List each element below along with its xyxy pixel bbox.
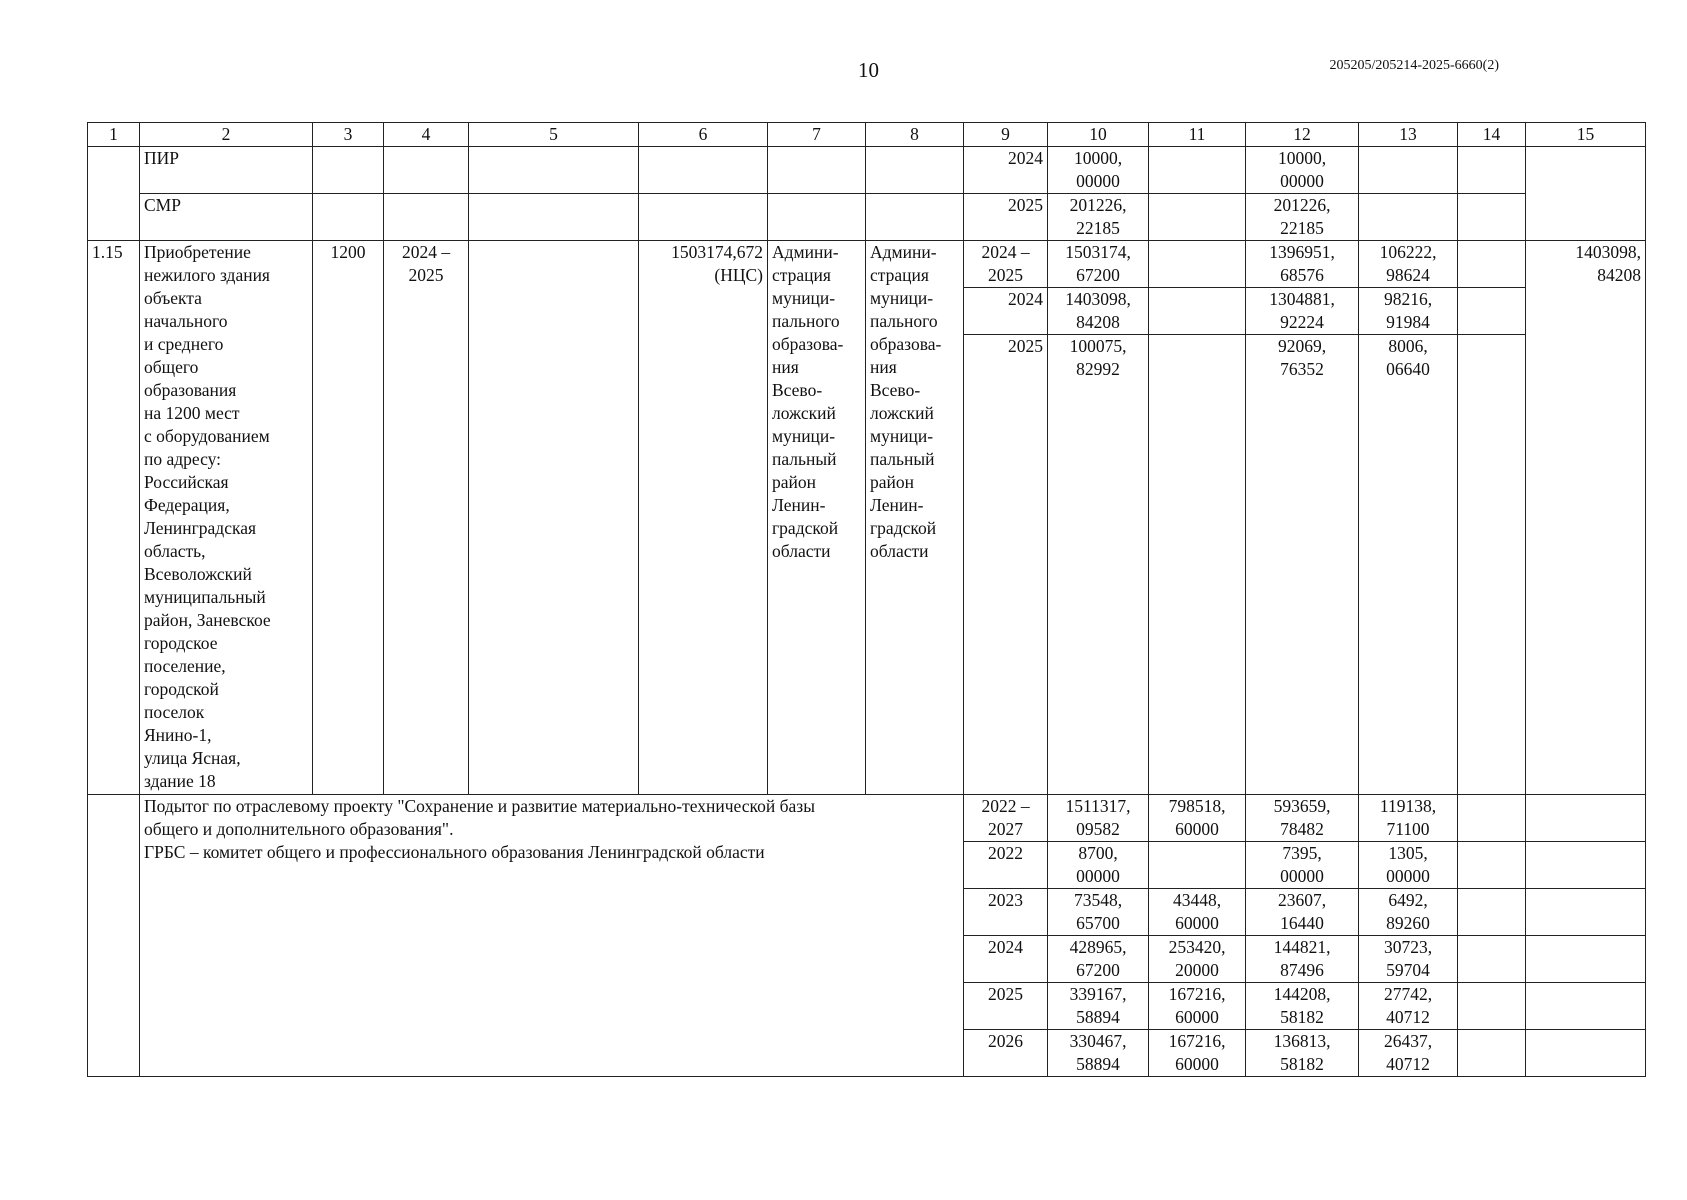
table-row <box>88 147 1646 194</box>
empty-cell <box>88 147 140 241</box>
amount-cell: 253420, 20000 <box>1149 936 1246 983</box>
empty-cell <box>1458 936 1526 983</box>
amount-cell: 23607, 16440 <box>1246 889 1359 936</box>
amount-cell: 1511317, 09582 <box>1048 795 1149 842</box>
customer-cell: Админи- страция муници- пального образова- ния Всево- ложский муници- пальный район Ленин- градской области <box>768 241 866 795</box>
subtotal-description <box>140 795 964 1077</box>
amount-cell: 73548, 65700 <box>1048 889 1149 936</box>
amount-cell: 136813, 58182 <box>1246 1030 1359 1077</box>
amount-cell: 98216, 91984 <box>1359 288 1458 335</box>
amount-cell: 330467, 58894 <box>1048 1030 1149 1077</box>
amount-cell: 593659, 78482 <box>1246 795 1359 842</box>
amount-cell: 201226, 22185 <box>1246 194 1359 241</box>
column-number: 15 <box>1526 123 1646 147</box>
empty-cell <box>1526 795 1646 842</box>
amount-cell: 1305, 00000 <box>1359 842 1458 889</box>
empty-cell <box>1458 335 1526 795</box>
column-number: 12 <box>1246 123 1359 147</box>
amount-cell: 1403098, 84208 <box>1526 241 1646 795</box>
empty-cell <box>1458 288 1526 335</box>
empty-cell <box>1149 194 1246 241</box>
empty-cell <box>313 194 384 241</box>
amount-cell: 339167, 58894 <box>1048 983 1149 1030</box>
amount-cell: 106222, 98624 <box>1359 241 1458 288</box>
empty-cell <box>1526 147 1646 241</box>
empty-cell <box>866 147 964 194</box>
amount-cell: 167216, 60000 <box>1149 983 1246 1030</box>
capacity-cell: 1200 <box>313 241 384 795</box>
year-cell: 2024 <box>964 288 1048 335</box>
item-number: 1.15 <box>88 241 140 795</box>
amount-cell: 798518, 60000 <box>1149 795 1246 842</box>
year-cell: 2024 <box>964 936 1048 983</box>
amount-cell: 92069, 76352 <box>1246 335 1359 795</box>
amount-cell: 144821, 87496 <box>1246 936 1359 983</box>
table-row <box>88 194 1646 241</box>
amount-cell <box>1149 842 1246 889</box>
table-row <box>88 795 1646 842</box>
amount-cell: 27742, 40712 <box>1359 983 1458 1030</box>
amount-cell: 428965, 67200 <box>1048 936 1149 983</box>
empty-cell <box>469 147 639 194</box>
column-number: 5 <box>469 123 639 147</box>
empty-cell <box>1526 1030 1646 1077</box>
empty-cell <box>768 147 866 194</box>
empty-cell <box>1526 842 1646 889</box>
empty-cell <box>88 795 140 1077</box>
empty-cell <box>1458 842 1526 889</box>
amount-cell: 10000, 00000 <box>1048 147 1149 194</box>
amount-cell: 1503174, 67200 <box>1048 241 1149 288</box>
empty-cell <box>1359 147 1458 194</box>
column-number: 10 <box>1048 123 1149 147</box>
empty-cell <box>639 194 768 241</box>
amount-cell: 6492, 89260 <box>1359 889 1458 936</box>
year-cell: 2024 <box>964 147 1048 194</box>
grbs-text: ГРБС – комитет общего и профессионального образования Ленинградской области <box>144 842 765 862</box>
empty-cell <box>469 241 639 795</box>
amount-cell: 7395, 00000 <box>1246 842 1359 889</box>
stage-label: ПИР <box>140 147 313 194</box>
developer-cell: Админи- страция муници- пального образова- ния Всево- ложский муници- пальный район Ленин- градской области <box>866 241 964 795</box>
object-name: Приобретение нежилого здания объекта начального и среднего общего образования на 1200 мест с оборудованием по адресу: Российская Федерация, Ленинградская область, Всеволожский муниципальный район, Заневское городское поселение, городской поселок Янино-1, улица Ясная, здание 18 <box>140 241 313 795</box>
year-cell: 2025 <box>964 983 1048 1030</box>
document-code: 205205/205214-2025-6660(2) <box>1329 58 1499 73</box>
empty-cell <box>384 147 469 194</box>
amount-cell: 43448, 60000 <box>1149 889 1246 936</box>
column-number: 11 <box>1149 123 1246 147</box>
year-cell: 2026 <box>964 1030 1048 1077</box>
empty-cell <box>1526 889 1646 936</box>
year-cell: 2023 <box>964 889 1048 936</box>
empty-cell <box>1458 795 1526 842</box>
empty-cell <box>1458 194 1526 241</box>
amount-cell: 100075, 82992 <box>1048 335 1149 795</box>
empty-cell <box>1359 194 1458 241</box>
amount-cell: 8006, 06640 <box>1359 335 1458 795</box>
column-number: 4 <box>384 123 469 147</box>
empty-cell <box>469 194 639 241</box>
empty-cell <box>1149 288 1246 335</box>
amount-cell: 10000, 00000 <box>1246 147 1359 194</box>
empty-cell <box>1149 241 1246 288</box>
column-number: 13 <box>1359 123 1458 147</box>
table-row <box>88 241 1646 288</box>
empty-cell <box>384 194 469 241</box>
empty-cell <box>313 147 384 194</box>
amount-cell: 1396951, 68576 <box>1246 241 1359 288</box>
column-number: 8 <box>866 123 964 147</box>
empty-cell <box>639 147 768 194</box>
empty-cell <box>866 194 964 241</box>
column-number: 3 <box>313 123 384 147</box>
column-number: 9 <box>964 123 1048 147</box>
amount-cell: 30723, 59704 <box>1359 936 1458 983</box>
amount-cell: 201226, 22185 <box>1048 194 1149 241</box>
column-number: 1 <box>88 123 140 147</box>
stage-label: СМР <box>140 194 313 241</box>
empty-cell <box>1149 147 1246 194</box>
year-cell: 2025 <box>964 194 1048 241</box>
column-number: 6 <box>639 123 768 147</box>
amount-cell: 8700, 00000 <box>1048 842 1149 889</box>
amount-cell: 119138, 71100 <box>1359 795 1458 842</box>
empty-cell <box>1458 889 1526 936</box>
empty-cell <box>1458 241 1526 288</box>
empty-cell <box>1458 147 1526 194</box>
amount-cell: 144208, 58182 <box>1246 983 1359 1030</box>
year-cell: 2025 <box>964 335 1048 795</box>
cost-cell: 1503174,672 (НЦС) <box>639 241 768 795</box>
column-number: 2 <box>140 123 313 147</box>
amount-cell: 1403098, 84208 <box>1048 288 1149 335</box>
year-cell: 2024 – 2025 <box>964 241 1048 288</box>
empty-cell <box>1149 335 1246 795</box>
year-cell: 2022 – 2027 <box>964 795 1048 842</box>
program-table <box>87 122 1646 1077</box>
column-number: 14 <box>1458 123 1526 147</box>
amount-cell: 26437, 40712 <box>1359 1030 1458 1077</box>
period-cell: 2024 – 2025 <box>384 241 469 795</box>
column-number-row <box>88 123 1646 147</box>
subtotal-title: Подытог по отраслевому проекту "Сохранение и развитие материально-технической базы общего и дополнительного образования". <box>144 796 815 839</box>
page-number: 10 <box>858 58 879 82</box>
amount-cell: 167216, 60000 <box>1149 1030 1246 1077</box>
empty-cell <box>768 194 866 241</box>
empty-cell <box>1458 1030 1526 1077</box>
amount-cell: 1304881, 92224 <box>1246 288 1359 335</box>
column-number: 7 <box>768 123 866 147</box>
empty-cell <box>1526 983 1646 1030</box>
year-cell: 2022 <box>964 842 1048 889</box>
empty-cell <box>1458 983 1526 1030</box>
empty-cell <box>1526 936 1646 983</box>
